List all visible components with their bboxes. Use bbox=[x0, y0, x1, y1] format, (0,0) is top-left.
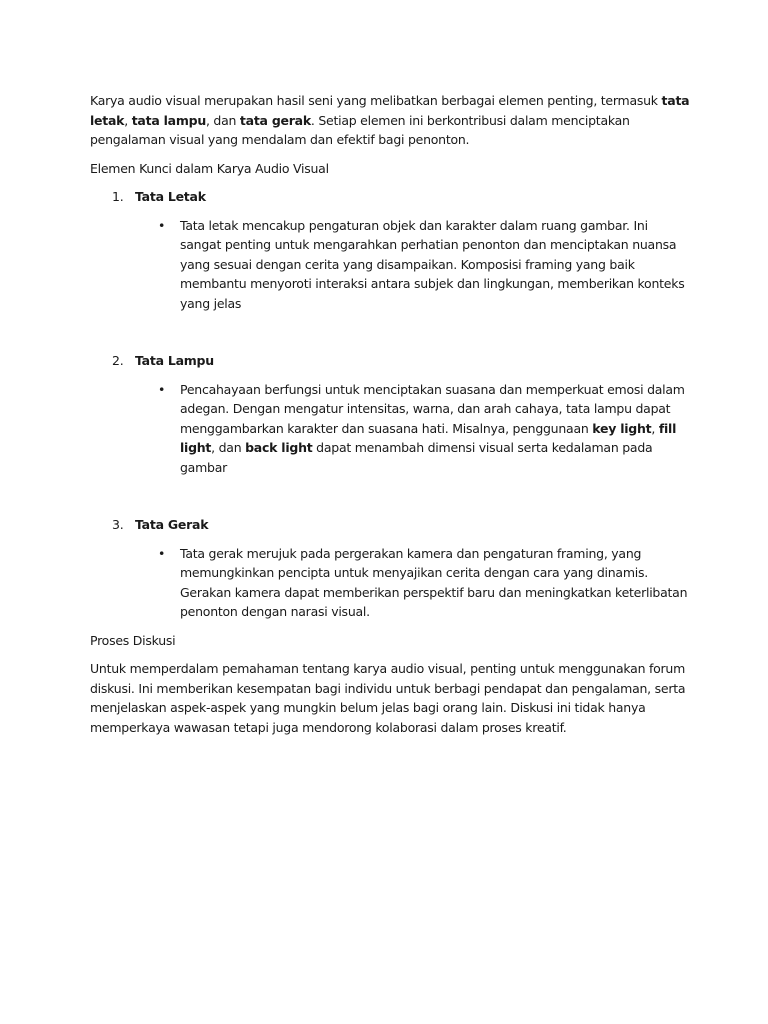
intro-sep1: , bbox=[124, 112, 132, 128]
bullet-text: Tata gerak merujuk pada pergerakan kamera dan pengaturan framing, yang memungkinkan pencipta untuk menyajikan cerita dengan cara yang dinamis. Gerakan kamera dapat memberikan perspektif baru dan meningkatkan keterlibatan penonton dengan narasi visual. bbox=[180, 545, 688, 619]
intro-bold-tata-letak: tata letak bbox=[90, 93, 690, 128]
section-title: Tata Lampu bbox=[135, 353, 214, 368]
bullet-item bbox=[135, 380, 690, 478]
bullet-text-part2: dapat menambah dimensi visual serta kedalaman pada gambar bbox=[180, 440, 653, 475]
spacer bbox=[135, 477, 690, 515]
bullet-text-part1: Pencahayaan berfungsi untuk menciptakan suasana dan memperkuat emosi dalam adegan. Dengan mengatur intensitas, warna, dan arah cahaya, tata lampu dapat menggambarkan karakter dan suasana hati. Misalnya, penggunaan bbox=[180, 381, 685, 436]
section-tata-letak bbox=[90, 187, 690, 351]
bullet-sep1: , bbox=[651, 420, 659, 436]
bullet-list bbox=[135, 544, 690, 622]
bold-fill-light: fill light bbox=[180, 420, 677, 455]
section-number: 2. bbox=[112, 353, 124, 368]
heading-elemen-kunci: Elemen Kunci dalam Karya Audio Visual bbox=[90, 160, 329, 176]
bullet-text: Tata letak mencakup pengaturan objek dan karakter dalam ruang gambar. Ini sangat penting untuk mengarahkan perhatian penonton dan menciptakan nuansa yang sesuai dengan cerita yang disampaikan. Komposisi framing yang baik membantu menyoroti interaksi antara subjek dan lingkungan, memberikan konteks yang jelas bbox=[180, 217, 685, 311]
section-tata-gerak bbox=[90, 515, 690, 622]
proses-paragraph: Untuk memperdalam pemahaman tentang karya audio visual, penting untuk menggunakan forum diskusi. Ini memberikan kesempatan bagi individu untuk berbagi pendapat dan pengalaman, serta menjelaskan aspek-aspek yang mungkin belum jelas bagi orang lain. Diskusi ini tidak hanya memperkaya wawasan tetapi juga mendorong kolaborasi dalam proses kreatif. bbox=[90, 661, 686, 735]
bullet-sep2: , dan bbox=[211, 440, 246, 455]
bold-key-light: key light bbox=[592, 420, 652, 436]
heading-proses-diskusi: Proses Diskusi bbox=[90, 632, 176, 648]
intro-paragraph bbox=[90, 91, 690, 150]
intro-text-part1: Karya audio visual merupakan hasil seni yang melibatkan berbagai elemen penting, termasuk bbox=[90, 93, 662, 108]
bold-back-light: back light bbox=[245, 440, 313, 455]
section-tata-lampu bbox=[90, 351, 690, 515]
bullet-icon: • bbox=[158, 545, 166, 561]
document-page bbox=[90, 91, 690, 737]
intro-sep2: , dan bbox=[205, 112, 240, 128]
bullet-item bbox=[135, 216, 690, 314]
bullet-icon: • bbox=[158, 217, 166, 233]
section-number: 1. bbox=[112, 189, 124, 204]
section-list bbox=[90, 187, 690, 622]
section-title: Tata Letak bbox=[135, 189, 206, 204]
bullet-icon: • bbox=[158, 381, 166, 397]
intro-bold-tata-gerak: tata gerak bbox=[239, 112, 311, 128]
intro-bold-tata-lampu: tata lampu bbox=[131, 112, 206, 128]
spacer bbox=[135, 313, 690, 351]
section-number: 3. bbox=[112, 517, 124, 532]
intro-text-part2: . Setiap elemen ini berkontribusi dalam menciptakan pengalaman visual yang mendalam dan efektif bagi penonton. bbox=[90, 112, 630, 147]
section-title: Tata Gerak bbox=[135, 517, 209, 532]
bullet-list bbox=[135, 380, 690, 478]
bullet-item bbox=[135, 544, 690, 622]
bullet-list bbox=[135, 216, 690, 314]
